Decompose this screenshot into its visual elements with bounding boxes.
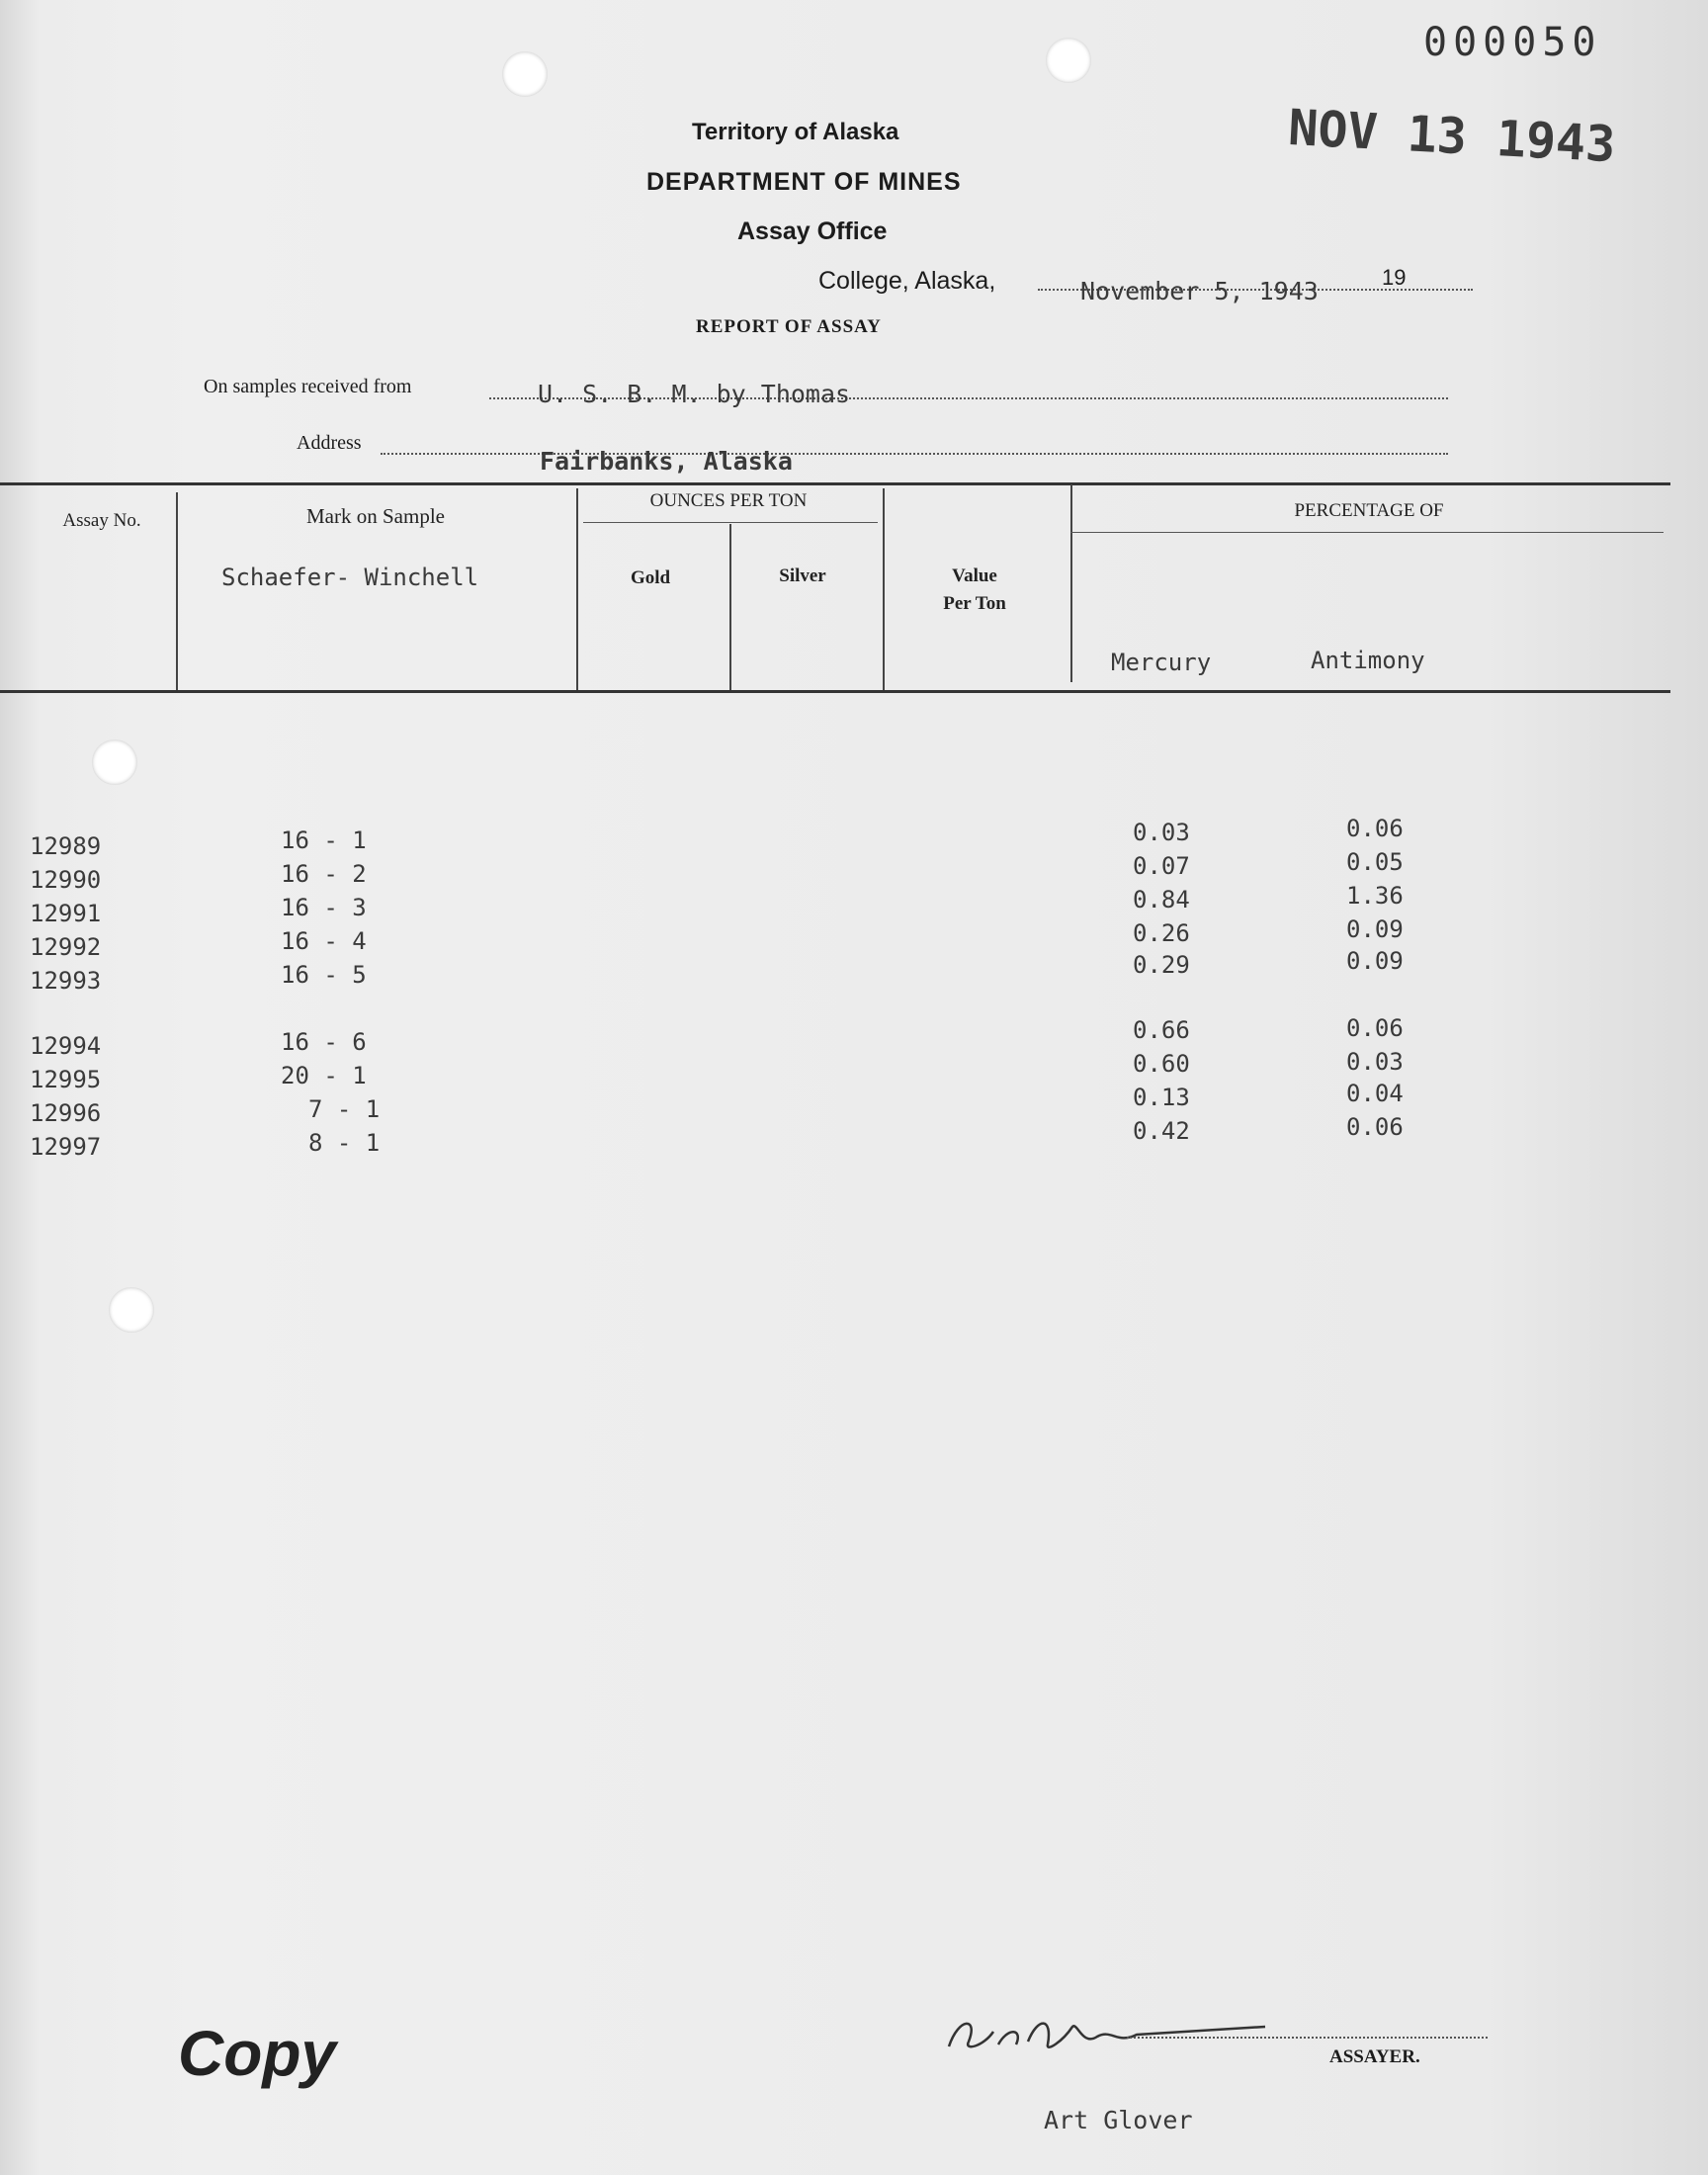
mercury-cell: 0.26 xyxy=(1133,919,1190,947)
col-header-value-line1: Value xyxy=(952,566,997,586)
antimony-cell: 0.09 xyxy=(1346,915,1404,943)
mark-cell: 7 - 1 xyxy=(308,1095,381,1123)
antimony-cell: 0.06 xyxy=(1346,1014,1404,1042)
mercury-cell: 0.42 xyxy=(1133,1117,1190,1145)
received-from-value: U. S. B. M. by Thomas xyxy=(538,380,851,408)
mark-cell: 16 - 3 xyxy=(281,894,367,921)
received-date-stamp: NOV 13 1943 xyxy=(1286,99,1617,174)
punch-hole xyxy=(502,51,548,97)
col-divider xyxy=(176,492,178,690)
antimony-cell: 0.06 xyxy=(1346,1113,1404,1141)
antimony-cell: 0.05 xyxy=(1346,848,1404,876)
punch-hole xyxy=(1046,38,1091,83)
col-divider xyxy=(729,524,731,690)
serial-number: 000050 xyxy=(1423,20,1602,65)
mark-cell: 16 - 4 xyxy=(281,927,367,955)
col-header-ounces: OUNCES PER TON xyxy=(649,490,808,511)
assay-no-cell: 12991 xyxy=(30,900,102,927)
col-header-percentage: PERCENTAGE OF xyxy=(1294,500,1444,521)
copy-stamp: Copy xyxy=(178,2018,336,2089)
mark-group: Schaefer- Winchell xyxy=(221,564,479,591)
letterhead-department: DEPARTMENT OF MINES xyxy=(646,168,962,196)
assay-no-cell: 12996 xyxy=(30,1099,102,1127)
place-label: College, Alaska, xyxy=(818,267,996,295)
mark-cell: 16 - 2 xyxy=(281,860,367,888)
mark-cell: 16 - 1 xyxy=(281,826,367,854)
mercury-cell: 0.84 xyxy=(1133,886,1190,914)
punch-hole xyxy=(109,1287,154,1333)
assay-no-cell: 12997 xyxy=(30,1133,102,1161)
assayer-label: ASSAYER. xyxy=(1329,2046,1420,2067)
col-divider xyxy=(576,488,578,690)
col-divider xyxy=(1070,484,1072,682)
col-header-mark: Mark on Sample xyxy=(306,504,445,528)
antimony-cell: 0.04 xyxy=(1346,1080,1404,1107)
col-header-silver: Silver xyxy=(779,566,826,586)
mark-cell: 16 - 5 xyxy=(281,961,367,989)
assayer-typed-name: Art Glover xyxy=(1044,2106,1193,2134)
col-header-value-line2: Per Ton xyxy=(943,593,1006,614)
antimony-cell: 0.09 xyxy=(1346,947,1404,975)
col-divider xyxy=(883,488,885,690)
antimony-cell: 1.36 xyxy=(1346,882,1404,910)
percentage-underline xyxy=(1070,532,1664,533)
address-value: Fairbanks, Alaska xyxy=(540,447,793,476)
ounces-underline xyxy=(583,522,878,523)
letterhead-territory: Territory of Alaska xyxy=(692,119,899,145)
assay-no-cell: 12989 xyxy=(30,832,102,860)
punch-hole xyxy=(92,740,137,785)
table-header-bottom-rule xyxy=(0,690,1670,693)
mercury-cell: 0.29 xyxy=(1133,951,1190,979)
assay-no-cell: 12990 xyxy=(30,866,102,894)
report-date: November 5, 1943 xyxy=(1080,277,1319,305)
assay-no-cell: 12994 xyxy=(30,1032,102,1060)
antimony-cell: 0.03 xyxy=(1346,1048,1404,1076)
assayer-signature xyxy=(939,1987,1275,2066)
col-header-antimony: Antimony xyxy=(1311,647,1425,674)
col-header-assay-no: Assay No. xyxy=(62,510,141,531)
mercury-cell: 0.07 xyxy=(1133,852,1190,880)
mercury-cell: 0.03 xyxy=(1133,819,1190,846)
assay-no-cell: 12993 xyxy=(30,967,102,995)
assay-no-cell: 12992 xyxy=(30,933,102,961)
mercury-cell: 0.66 xyxy=(1133,1016,1190,1044)
col-header-mercury: Mercury xyxy=(1111,649,1212,676)
received-from-label: On samples received from xyxy=(204,376,412,397)
letterhead-office: Assay Office xyxy=(737,218,888,245)
mark-cell: 8 - 1 xyxy=(308,1129,381,1157)
mark-cell: 16 - 6 xyxy=(281,1028,367,1056)
report-title: REPORT OF ASSAY xyxy=(696,316,882,337)
col-header-gold: Gold xyxy=(630,567,671,588)
antimony-cell: 0.06 xyxy=(1346,815,1404,842)
mercury-cell: 0.60 xyxy=(1133,1050,1190,1078)
table-top-rule xyxy=(0,482,1670,485)
address-label: Address xyxy=(297,432,362,454)
mercury-cell: 0.13 xyxy=(1133,1084,1190,1111)
year-prefix: 19 xyxy=(1382,265,1407,290)
mark-cell: 20 - 1 xyxy=(281,1062,367,1089)
assay-no-cell: 12995 xyxy=(30,1066,102,1093)
signature-dotted-line xyxy=(1127,2037,1488,2039)
